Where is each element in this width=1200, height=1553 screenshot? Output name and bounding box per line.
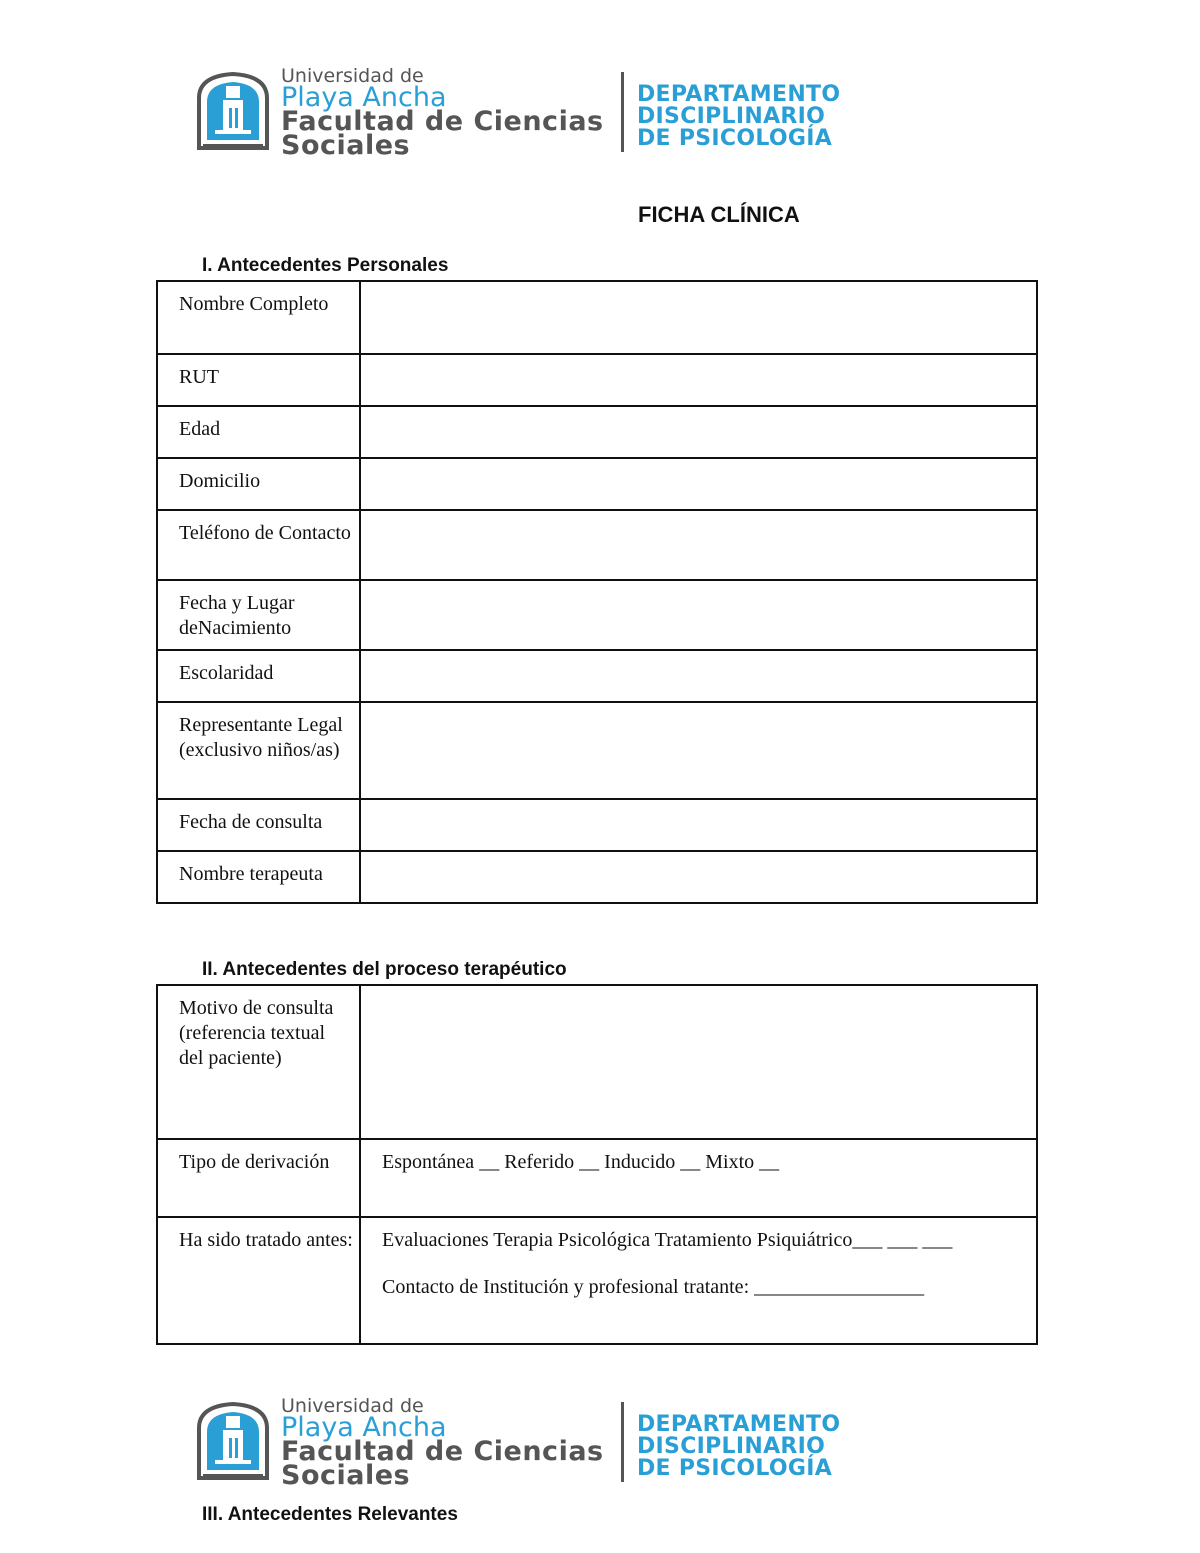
consult-date-field[interactable] xyxy=(360,799,1037,851)
row-label: Ha sido tratado antes: xyxy=(157,1217,360,1344)
address-field[interactable] xyxy=(360,458,1037,510)
table-row xyxy=(157,510,1037,580)
table-row xyxy=(157,1217,1037,1344)
department-line2: DISCIPLINARIO xyxy=(637,104,826,129)
row-label: Tipo de derivación xyxy=(157,1139,360,1217)
university-line2: Playa Ancha xyxy=(281,82,447,113)
logo-divider xyxy=(621,1402,624,1482)
row-label: Representante Legal (exclusivo niños/as) xyxy=(157,702,360,799)
university-line1: Universidad de xyxy=(281,65,424,87)
header-logo-bottom xyxy=(193,1395,883,1491)
university-emblem-icon xyxy=(193,68,273,152)
phone-field[interactable] xyxy=(360,510,1037,580)
row-label: Teléfono de Contacto xyxy=(157,510,360,580)
legal-rep-field[interactable] xyxy=(360,702,1037,799)
age-field[interactable] xyxy=(360,406,1037,458)
table-row xyxy=(157,580,1037,650)
previous-treatment-field[interactable] xyxy=(360,1217,1037,1344)
logo-divider xyxy=(621,72,624,152)
table-row xyxy=(157,799,1037,851)
personal-data-table xyxy=(156,280,1038,904)
therapy-process-table xyxy=(156,984,1038,1345)
row-label: Fecha y Lugar deNacimiento xyxy=(157,580,360,650)
university-line2: Playa Ancha xyxy=(281,1412,447,1443)
section3-title: III. Antecedentes Relevantes xyxy=(202,1504,458,1525)
university-name xyxy=(281,1395,604,1491)
department-line1: DEPARTAMENTO xyxy=(637,82,841,107)
table-row xyxy=(157,851,1037,903)
department-line3: DE PSICOLOGÍA xyxy=(637,1456,833,1481)
faculty-line1: Facultad de Ciencias xyxy=(281,106,604,137)
treatment-options: Evaluaciones Terapia Psicológica Tratamiento Psiquiátrico___ ___ ___ xyxy=(382,1229,953,1251)
row-label: Edad xyxy=(157,406,360,458)
university-emblem-icon xyxy=(193,1398,273,1482)
header-logo-top xyxy=(193,65,883,161)
row-label: Nombre terapeuta xyxy=(157,851,360,903)
table-row xyxy=(157,354,1037,406)
department-name xyxy=(637,84,840,150)
table-row xyxy=(157,406,1037,458)
university-name xyxy=(281,65,604,161)
department-line1: DEPARTAMENTO xyxy=(637,1412,841,1437)
row-label: Fecha de consulta xyxy=(157,799,360,851)
table-row xyxy=(157,650,1037,702)
page-title: FICHA CLÍNICA xyxy=(638,202,800,227)
table-row xyxy=(157,281,1037,354)
department-name xyxy=(637,1414,840,1480)
row-label: Domicilio xyxy=(157,458,360,510)
table-row xyxy=(157,702,1037,799)
reason-field[interactable] xyxy=(360,985,1037,1139)
referral-type-field[interactable]: Espontánea __ Referido __ Inducido __ Mixto __ xyxy=(360,1139,1037,1217)
department-line2: DISCIPLINARIO xyxy=(637,1434,826,1459)
institution-contact: Contacto de Institución y profesional tratante: _________________ xyxy=(382,1276,925,1298)
faculty-line2: Sociales xyxy=(281,1460,411,1491)
row-label: Motivo de consulta (referencia textual del paciente) xyxy=(157,985,360,1139)
table-row xyxy=(157,458,1037,510)
row-label: RUT xyxy=(157,354,360,406)
section2-title: II. Antecedentes del proceso terapéutico xyxy=(202,959,567,980)
section1-title: I. Antecedentes Personales xyxy=(202,255,449,276)
university-line1: Universidad de xyxy=(281,1395,424,1417)
table-row xyxy=(157,1139,1037,1217)
rut-field[interactable] xyxy=(360,354,1037,406)
row-label: Nombre Completo xyxy=(157,281,360,354)
birth-field[interactable] xyxy=(360,580,1037,650)
faculty-line2: Sociales xyxy=(281,130,411,161)
department-line3: DE PSICOLOGÍA xyxy=(637,126,833,151)
full-name-field[interactable] xyxy=(360,281,1037,354)
table-row xyxy=(157,985,1037,1139)
row-label: Escolaridad xyxy=(157,650,360,702)
schooling-field[interactable] xyxy=(360,650,1037,702)
therapist-field[interactable] xyxy=(360,851,1037,903)
faculty-line1: Facultad de Ciencias xyxy=(281,1436,604,1467)
